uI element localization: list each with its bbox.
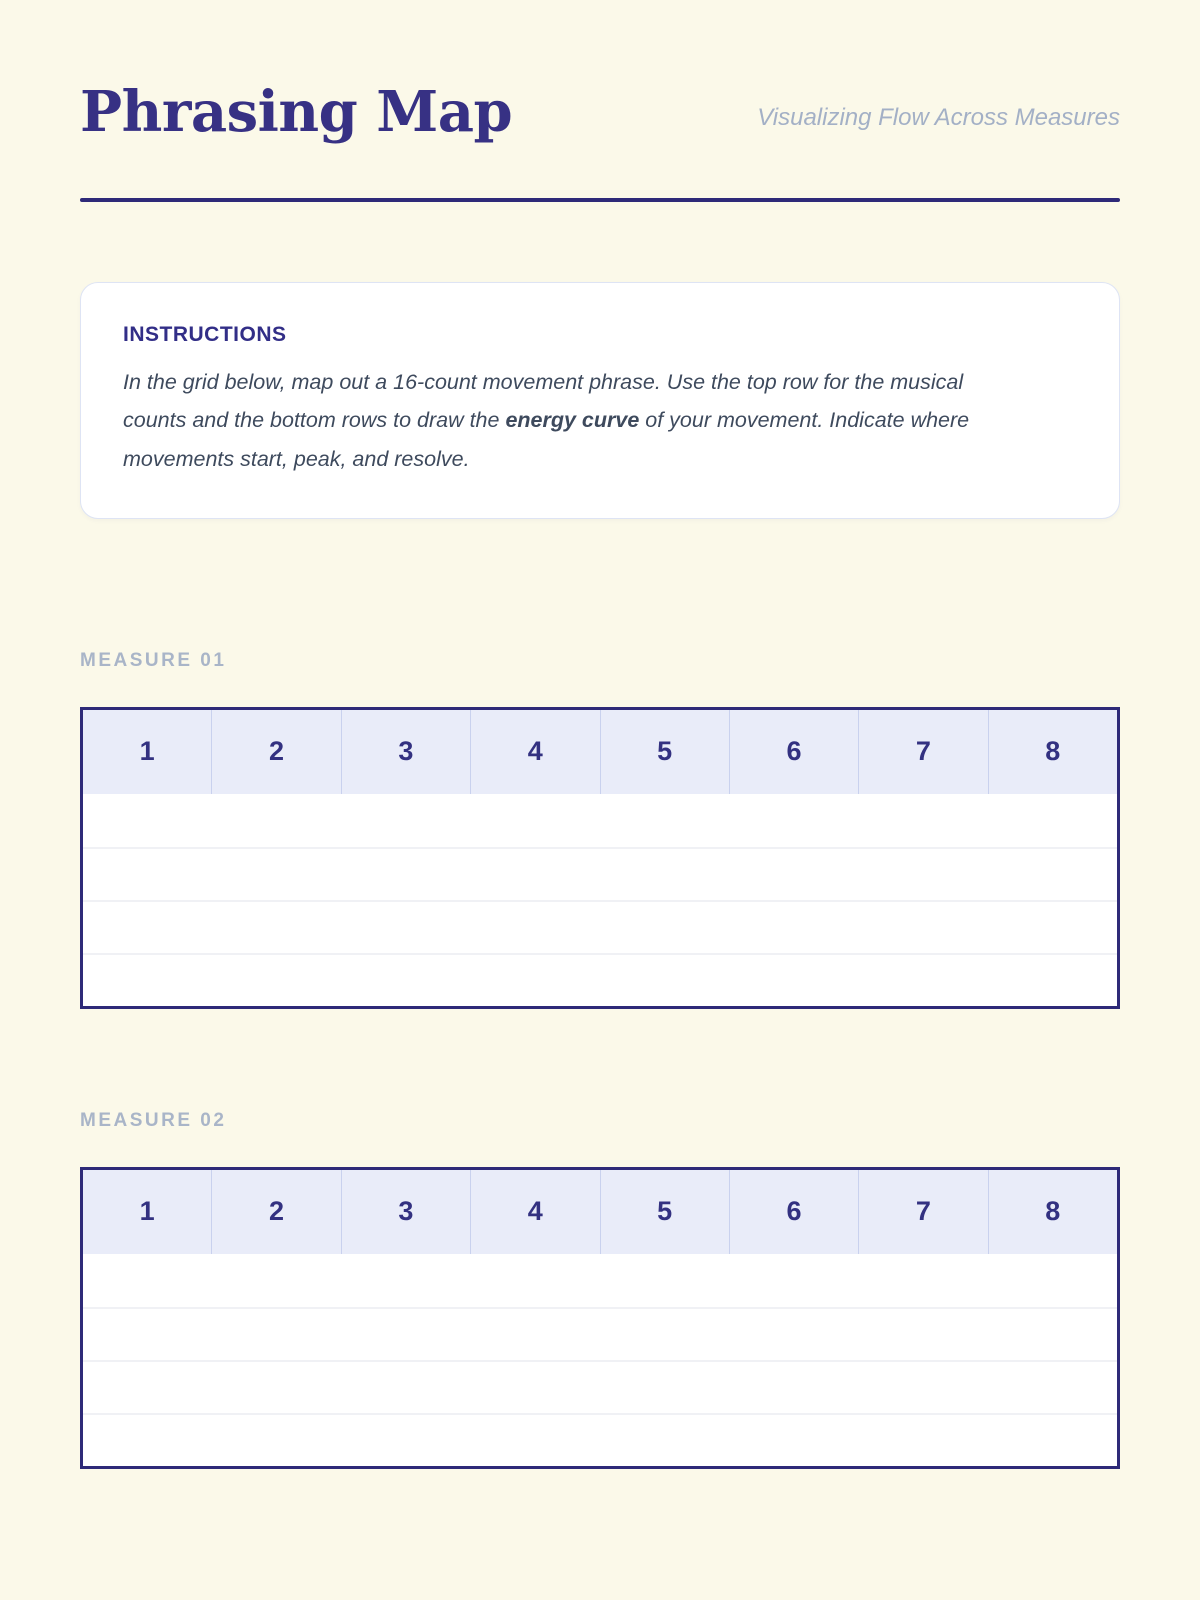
count-cell-2: 2 (211, 1170, 340, 1254)
count-cell-3: 3 (341, 1170, 470, 1254)
masthead (80, 76, 1120, 146)
count-cell-1: 1 (139, 736, 155, 767)
count-cell-5: 5 (600, 710, 729, 794)
energy-row (83, 794, 1117, 847)
instructions-bold-phrase: energy curve (505, 408, 640, 433)
energy-row (83, 1360, 1117, 1413)
count-cell-6: 6 (729, 1170, 858, 1254)
measure-section-01 (80, 649, 1120, 1009)
count-cell-4: 4 (470, 710, 599, 794)
page-title: Phrasing Map (80, 78, 513, 145)
measure-section-02 (80, 1109, 1120, 1469)
count-cell-5: 5 (600, 1170, 729, 1254)
count-cell-8: 8 (988, 1170, 1117, 1254)
energy-row (83, 1413, 1117, 1466)
count-cell-2: 2 (211, 710, 340, 794)
count-cell-7: 7 (858, 710, 987, 794)
measure-02-label: MEASURE 02 (80, 1109, 227, 1131)
instructions-text-lead: In the grid below, map out a 16-count movement phrase. Use the top row for the musical counts and the bottom rows to draw the (123, 370, 964, 433)
count-cell-8: 8 (988, 710, 1117, 794)
header-divider (80, 198, 1120, 202)
count-header-row (83, 710, 1117, 794)
count-cell-6: 6 (729, 710, 858, 794)
count-cell-3: 3 (341, 710, 470, 794)
energy-row (83, 900, 1117, 953)
instructions-card (80, 282, 1120, 519)
instructions-text (123, 363, 1003, 478)
instructions-heading: INSTRUCTIONS (123, 323, 287, 346)
page-subtitle: Visualizing Flow Across Measures (757, 104, 1120, 131)
energy-row (83, 847, 1117, 900)
count-grid-measure-01 (80, 707, 1120, 1009)
energy-row (83, 1307, 1117, 1360)
count-grid-measure-02 (80, 1167, 1120, 1469)
count-cell-7: 7 (858, 1170, 987, 1254)
energy-row (83, 953, 1117, 1006)
instructions-text-tail: of your movement. Indicate where movements start, peak, and resolve. (123, 408, 970, 471)
count-header-row (83, 1170, 1117, 1254)
measure-01-label: MEASURE 01 (80, 649, 227, 671)
count-cell-1: 1 (139, 1196, 155, 1227)
count-cell-4: 4 (470, 1170, 599, 1254)
energy-row (83, 1254, 1117, 1307)
